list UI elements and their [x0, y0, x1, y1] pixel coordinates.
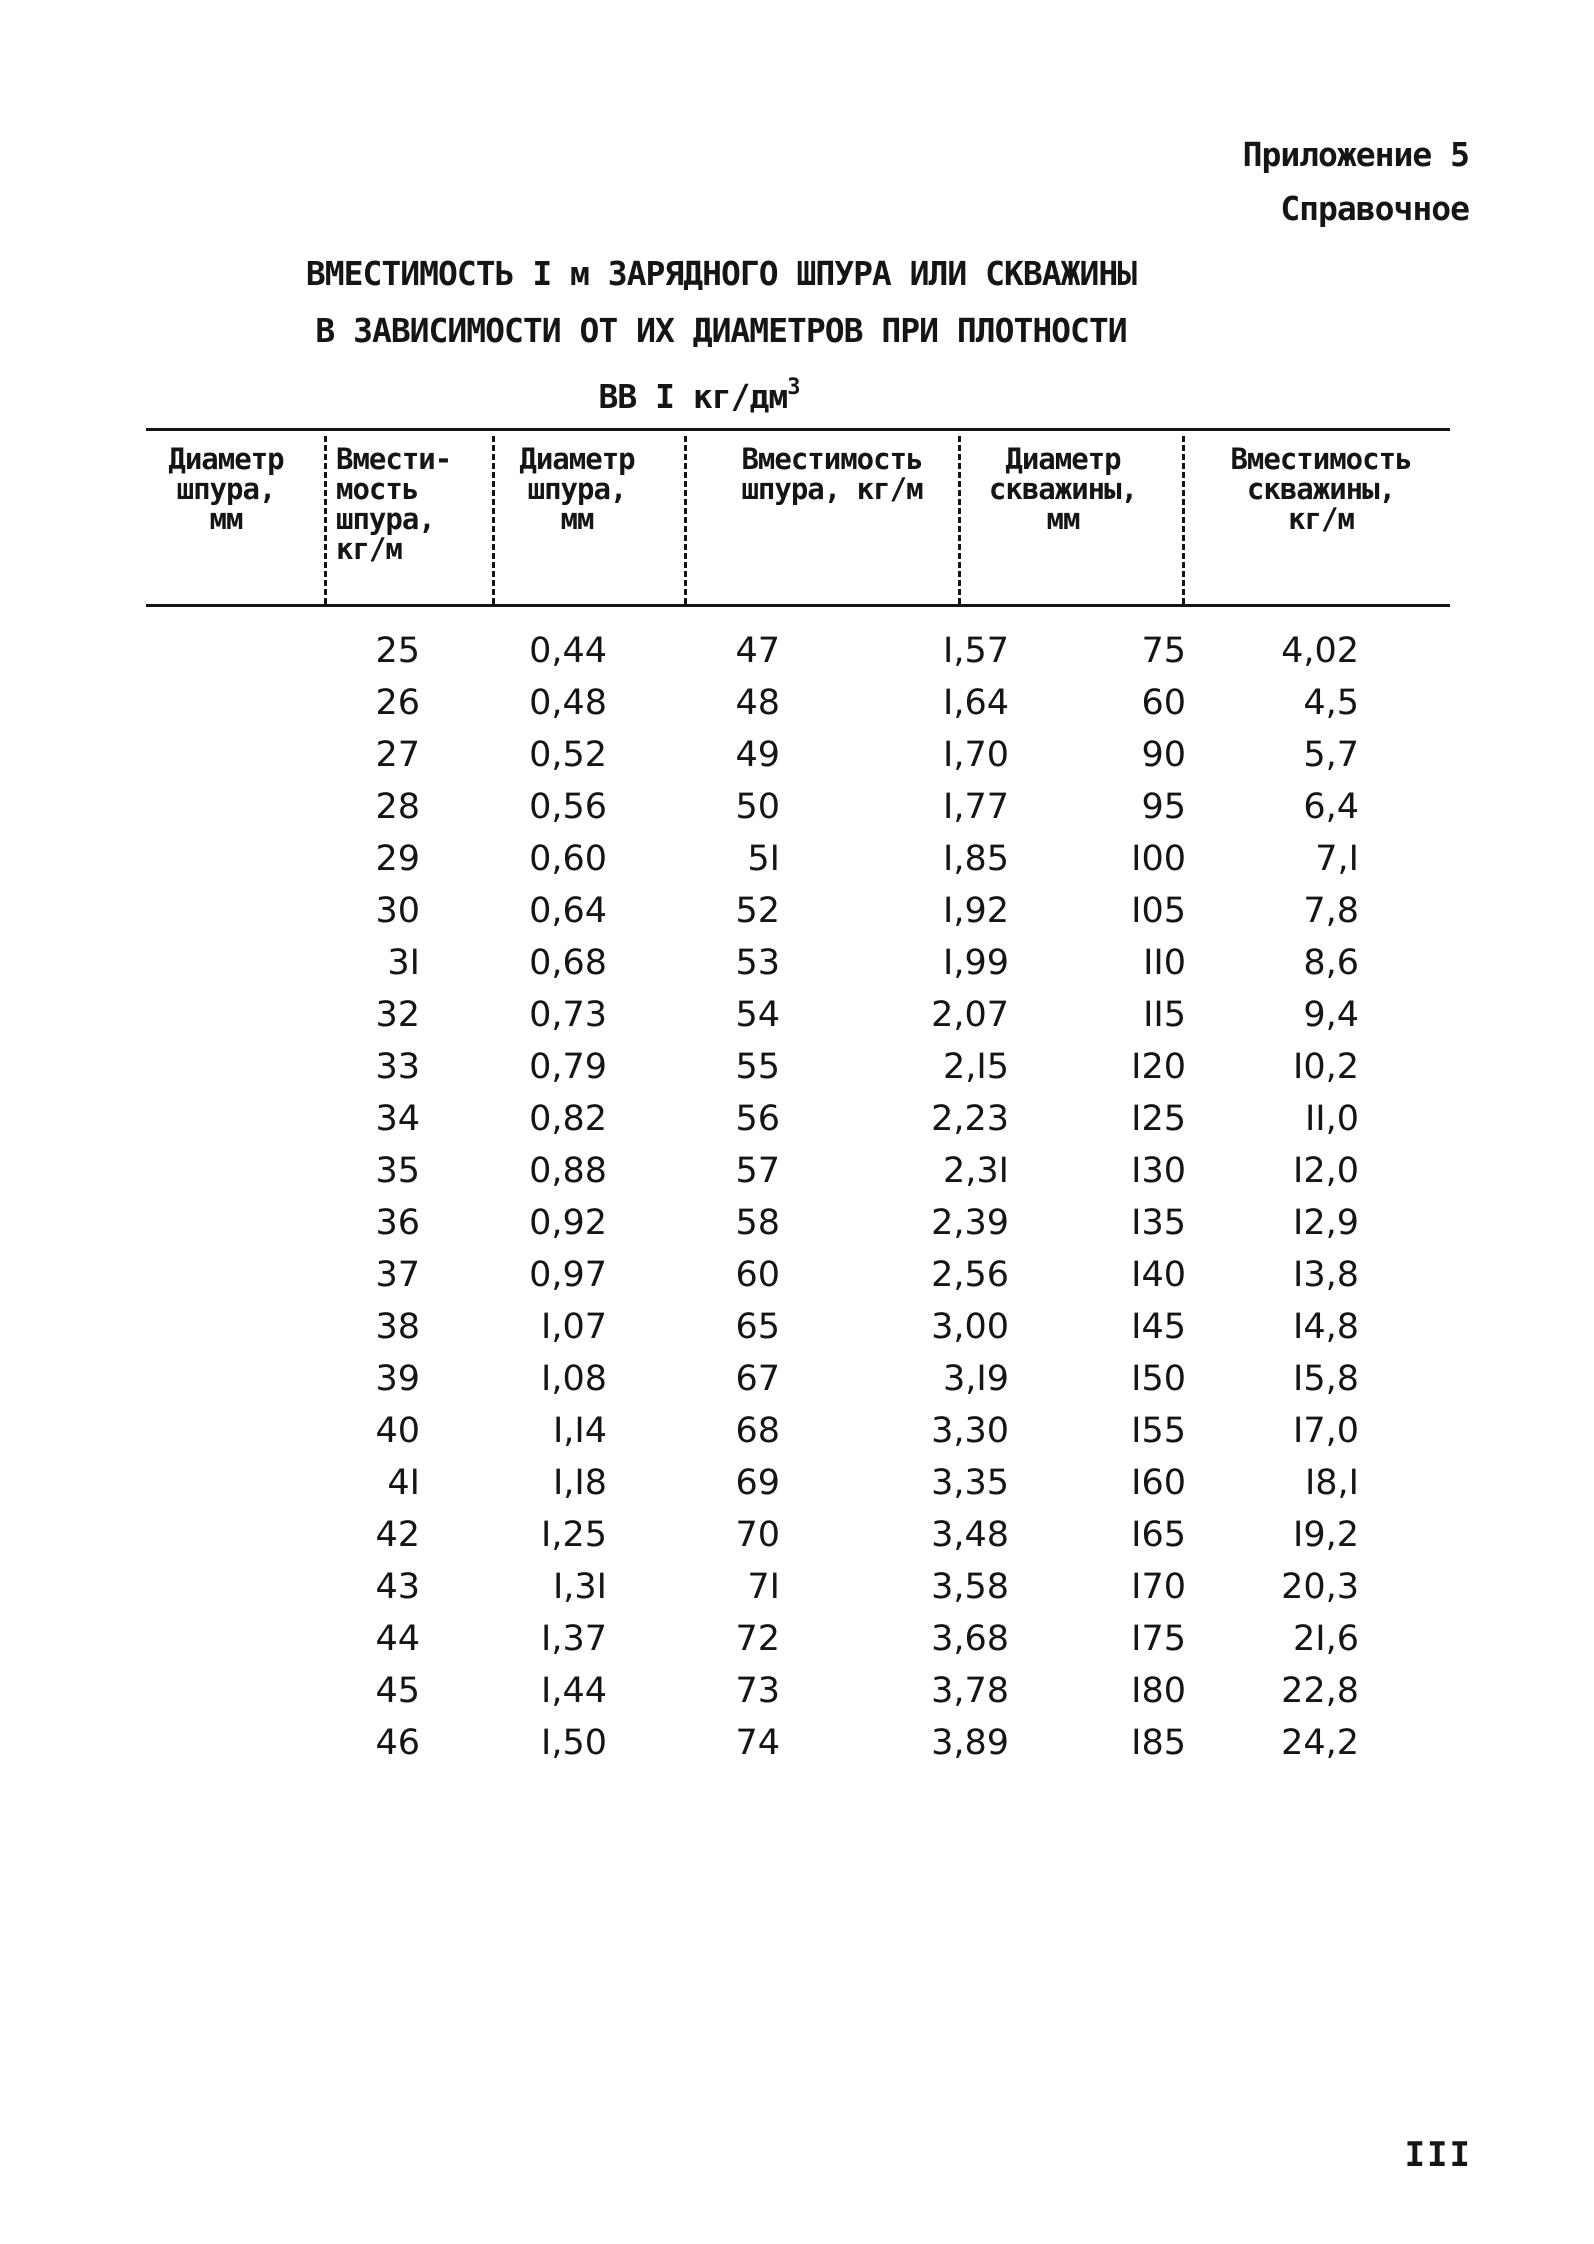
header-separator [492, 436, 495, 604]
table-cell: I40 [1131, 1255, 1186, 1295]
table-cell: 95 [1141, 787, 1186, 827]
table-cell: 0,56 [529, 787, 607, 827]
table-row [146, 677, 1450, 729]
table-cell: 3,78 [931, 1671, 1009, 1711]
table-cell: 0,73 [529, 995, 607, 1035]
table-cell: I65 [1131, 1515, 1186, 1555]
table-cell: 50 [735, 787, 780, 827]
table-row [146, 1561, 1450, 1613]
table-cell: 7,8 [1303, 891, 1359, 931]
table-cell: 5,7 [1303, 735, 1359, 775]
header-hole-capacity-1: Вмести- мость шпура, кг/м [336, 442, 452, 566]
table-cell: 40 [375, 1411, 420, 1451]
table-cell: I,85 [943, 839, 1009, 879]
table-cell: 43 [375, 1567, 420, 1607]
appendix-type: Справочное [1280, 189, 1469, 228]
header-separator [324, 436, 327, 604]
table-row [146, 1665, 1450, 1717]
table-cell: 30 [375, 891, 420, 931]
table-row [146, 781, 1450, 833]
table-cell: 0,88 [529, 1151, 607, 1191]
table-cell: 6,4 [1303, 787, 1359, 827]
document-title [0, 245, 1594, 425]
table-cell: 2,I5 [943, 1047, 1009, 1087]
table-cell: 9,4 [1303, 995, 1359, 1035]
header-well-capacity: Вместимость скважины, кг/м [1230, 442, 1412, 536]
table-cell: 0,48 [529, 683, 607, 723]
table-cell: I,57 [943, 631, 1009, 671]
table-cell: I,92 [943, 891, 1009, 931]
title-superscript: 3 [787, 375, 800, 400]
table-cell: 0,68 [529, 943, 607, 983]
table-cell: 38 [375, 1307, 420, 1347]
table-row [146, 937, 1450, 989]
table-cell: 25 [375, 631, 420, 671]
table-cell: I0,2 [1293, 1047, 1359, 1087]
title-line-1: ВМЕСТИМОСТЬ I м ЗАРЯДНОГО ШПУРА ИЛИ СКВАЖИНЫ [305, 254, 1137, 293]
table-body [146, 625, 1450, 1769]
table-cell: I20 [1131, 1047, 1186, 1087]
table-cell: 5I [747, 839, 780, 879]
table-cell: 34 [375, 1099, 420, 1139]
table-cell: II,0 [1304, 1099, 1359, 1139]
table-row [146, 1717, 1450, 1769]
table-top-rule [146, 428, 1450, 431]
table-cell: 3,I9 [943, 1359, 1009, 1399]
table-cell: 0,44 [529, 631, 607, 671]
table-cell: 0,92 [529, 1203, 607, 1243]
table-cell: I,70 [943, 735, 1009, 775]
table-cell: 3,68 [931, 1619, 1009, 1659]
table-cell: I05 [1131, 891, 1186, 931]
table-row [146, 1405, 1450, 1457]
table-cell: 3,35 [931, 1463, 1009, 1503]
table-cell: 4,02 [1281, 631, 1359, 671]
table-cell: 22,8 [1281, 1671, 1359, 1711]
table-cell: 2,56 [931, 1255, 1009, 1295]
header-well-diameter: Диаметр скважины, мм [988, 442, 1138, 536]
table-cell: I25 [1131, 1099, 1186, 1139]
table-header-rule [146, 604, 1450, 607]
table-cell: I,37 [541, 1619, 607, 1659]
table-cell: 65 [735, 1307, 780, 1347]
table-cell: 44 [375, 1619, 420, 1659]
table-cell: I,25 [541, 1515, 607, 1555]
table-cell: 75 [1141, 631, 1186, 671]
table-cell: 55 [735, 1047, 780, 1087]
header-separator [684, 436, 687, 604]
table-row [146, 1457, 1450, 1509]
table-cell: I,I4 [552, 1411, 607, 1451]
table-cell: 3,58 [931, 1567, 1009, 1607]
table-cell: 0,64 [529, 891, 607, 931]
table-row [146, 1509, 1450, 1561]
table-cell: 29 [375, 839, 420, 879]
table-cell: I,07 [541, 1307, 607, 1347]
table-cell: 3,89 [931, 1723, 1009, 1763]
table-cell: 3,48 [931, 1515, 1009, 1555]
table-cell: 4,5 [1303, 683, 1359, 723]
table-cell: 7,I [1315, 839, 1359, 879]
table-cell: 0,52 [529, 735, 607, 775]
table-cell: 57 [735, 1151, 780, 1191]
table-cell: 2,3I [943, 1151, 1009, 1191]
header-hole-diameter-1: Диаметр шпура, мм [168, 442, 284, 536]
table-cell: I50 [1131, 1359, 1186, 1399]
table-cell: 0,60 [529, 839, 607, 879]
table-cell: 20,3 [1281, 1567, 1359, 1607]
table-cell: I,I8 [552, 1463, 607, 1503]
table-cell: 24,2 [1281, 1723, 1359, 1763]
table-cell: 0,97 [529, 1255, 607, 1295]
table-row [146, 1093, 1450, 1145]
table-row [146, 1145, 1450, 1197]
header-separator [958, 436, 961, 604]
table-cell: 58 [735, 1203, 780, 1243]
table-cell: I8,I [1304, 1463, 1359, 1503]
table-cell: I4,8 [1293, 1307, 1359, 1347]
table-cell: 37 [375, 1255, 420, 1295]
table-row [146, 1197, 1450, 1249]
table-cell: 0,82 [529, 1099, 607, 1139]
page-number: III [1404, 2135, 1472, 2175]
table-row [146, 729, 1450, 781]
appendix-label: Приложение 5 [1242, 135, 1469, 174]
table-cell: 2,23 [931, 1099, 1009, 1139]
table-cell: II0 [1143, 943, 1186, 983]
table-cell: 27 [375, 735, 420, 775]
table-cell: 3I [387, 943, 420, 983]
title-line-2: В ЗАВИСИМОСТИ ОТ ИХ ДИАМЕТРОВ ПРИ ПЛОТНОСТИ [315, 311, 1127, 350]
table-cell: 69 [735, 1463, 780, 1503]
table-cell: I2,0 [1293, 1151, 1359, 1191]
table-cell: 7I [747, 1567, 780, 1607]
table-row [146, 1249, 1450, 1301]
table-cell: 33 [375, 1047, 420, 1087]
table-cell: 2,07 [931, 995, 1009, 1035]
table-cell: I30 [1131, 1151, 1186, 1191]
table-cell: 28 [375, 787, 420, 827]
table-cell: 72 [735, 1619, 780, 1659]
table-cell: I,64 [943, 683, 1009, 723]
table-cell: 3,30 [931, 1411, 1009, 1451]
table-cell: 60 [1141, 683, 1186, 723]
table-cell: I,50 [541, 1723, 607, 1763]
title-line-3 [0, 359, 1496, 425]
table-row [146, 1613, 1450, 1665]
table-cell: I80 [1131, 1671, 1186, 1711]
table-cell: 68 [735, 1411, 780, 1451]
table-cell: 67 [735, 1359, 780, 1399]
table-cell: 26 [375, 683, 420, 723]
table-cell: 52 [735, 891, 780, 931]
table-cell: 0,79 [529, 1047, 607, 1087]
table-cell: I2,9 [1293, 1203, 1359, 1243]
table-cell: 36 [375, 1203, 420, 1243]
table-cell: I75 [1131, 1619, 1186, 1659]
table-cell: I3,8 [1293, 1255, 1359, 1295]
table-cell: I60 [1131, 1463, 1186, 1503]
table-cell: I7,0 [1293, 1411, 1359, 1451]
table-cell: 42 [375, 1515, 420, 1555]
table-cell: I55 [1131, 1411, 1186, 1451]
table-cell: 74 [735, 1723, 780, 1763]
table-cell: 70 [735, 1515, 780, 1555]
table-cell: 60 [735, 1255, 780, 1295]
table-cell: I,3I [552, 1567, 607, 1607]
table-cell: I,44 [541, 1671, 607, 1711]
table-row [146, 833, 1450, 885]
table-cell: I,77 [943, 787, 1009, 827]
table-cell: I5,8 [1293, 1359, 1359, 1399]
table-cell: I,99 [943, 943, 1009, 983]
appendix-block [1243, 128, 1469, 236]
table-cell: 39 [375, 1359, 420, 1399]
table-row [146, 885, 1450, 937]
table-cell: II5 [1143, 995, 1186, 1035]
header-hole-capacity-2: Вместимость шпура, кг/м [741, 442, 923, 506]
table-cell: 4I [387, 1463, 420, 1503]
table-cell: I45 [1131, 1307, 1186, 1347]
table-cell: I,08 [541, 1359, 607, 1399]
table-cell: 35 [375, 1151, 420, 1191]
table-row [146, 1041, 1450, 1093]
table-cell: 73 [735, 1671, 780, 1711]
table-cell: I85 [1131, 1723, 1186, 1763]
table-cell: 53 [735, 943, 780, 983]
table-cell: 8,6 [1303, 943, 1359, 983]
table-cell: 54 [735, 995, 780, 1035]
table-row [146, 625, 1450, 677]
table-cell: 45 [375, 1671, 420, 1711]
table-row [146, 1353, 1450, 1405]
table-cell: I35 [1131, 1203, 1186, 1243]
table-cell: I00 [1131, 839, 1186, 879]
table-cell: I70 [1131, 1567, 1186, 1607]
table-cell: 47 [735, 631, 780, 671]
table-cell: 32 [375, 995, 420, 1035]
table-cell: 2I,6 [1293, 1619, 1359, 1659]
table-cell: 56 [735, 1099, 780, 1139]
table-cell: 90 [1141, 735, 1186, 775]
table-cell: 3,00 [931, 1307, 1009, 1347]
table-cell: 48 [735, 683, 780, 723]
header-separator [1182, 436, 1185, 604]
table-row [146, 1301, 1450, 1353]
table-cell: I9,2 [1293, 1515, 1359, 1555]
table-cell: 49 [735, 735, 780, 775]
table-cell: 2,39 [931, 1203, 1009, 1243]
table-row [146, 989, 1450, 1041]
title-line-3-text: ВВ I кг/дм [598, 377, 788, 416]
header-hole-diameter-2: Диаметр шпура, мм [519, 442, 635, 536]
table-cell: 46 [375, 1723, 420, 1763]
